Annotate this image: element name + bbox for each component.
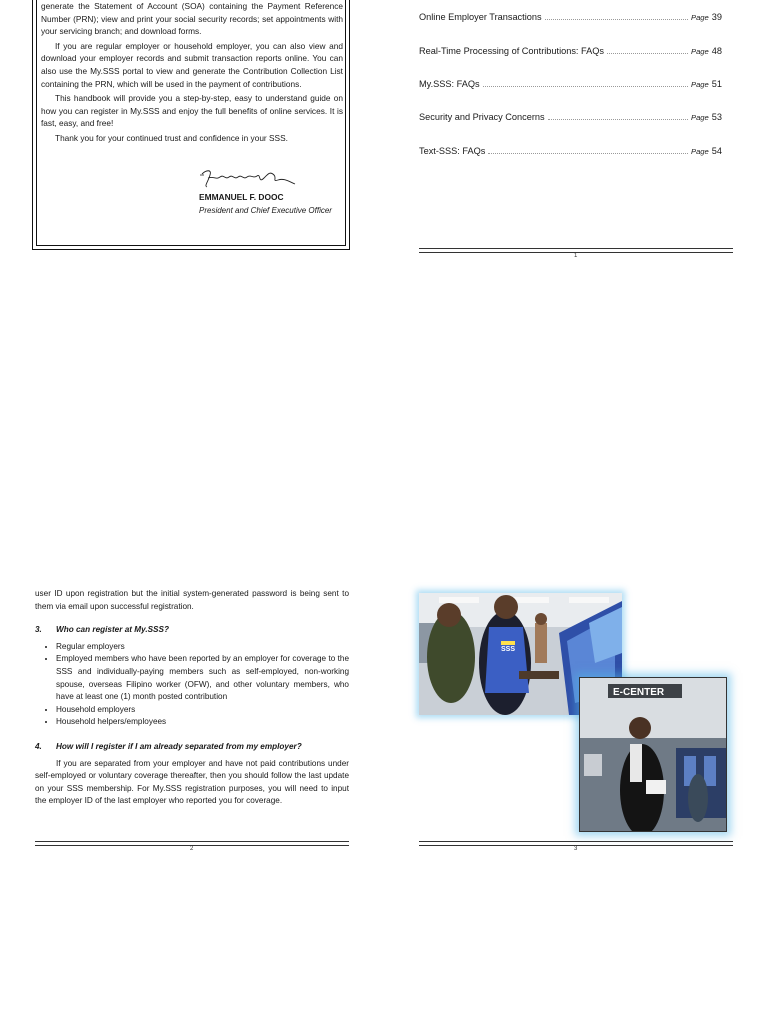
- page-number: 3: [574, 846, 578, 852]
- toc-entry-page: 48: [711, 46, 722, 56]
- toc-page-word: Page: [691, 80, 709, 89]
- list-item: • Household employers: [56, 704, 349, 717]
- letter-paragraph: Thank you for your continued trust and confidence in your SSS.: [55, 132, 288, 143]
- letter-paragraph: This handbook will provide you a step-by-step, easy to understand guide on how you can register in My.SSS and enjoy the full benefits of online services. It is fast, easy, and free!: [41, 93, 343, 129]
- question-number: 4.: [35, 741, 42, 751]
- question-text: Who can register at My.SSS?: [56, 625, 169, 635]
- toc-entry-page: 54: [711, 146, 722, 156]
- vest-label: SSS: [501, 646, 516, 653]
- toc-leader-dots: [545, 11, 688, 20]
- toc-page-word: Page: [691, 47, 709, 56]
- toc-page-word: Page: [691, 147, 709, 156]
- faq-question-3: [35, 624, 349, 637]
- letter-paragraph: generate the Statement of Account (SOA) containing the Payment Reference Number (PRN); view and print your social security records; set appointments with your servicing branch; and download forms.: [41, 1, 343, 37]
- toc-entry[interactable]: [419, 45, 722, 59]
- signature-image: [198, 166, 298, 192]
- toc-entry-title: My.SSS: FAQs: [419, 79, 480, 89]
- toc-entry-title: Text-SSS: FAQs: [419, 146, 486, 156]
- page-number: 2: [190, 846, 194, 852]
- toc-entry[interactable]: [419, 145, 722, 159]
- toc-entry-title: Security and Privacy Concerns: [419, 112, 545, 122]
- list-item: • Employed members who have been reported by an employer for coverage to the SSS and individually-paying members such as self-employed, non-working spouse, overseas Filipino worker (OFW), and other voluntary members, who have at least one (1) month posted contribution: [56, 653, 349, 703]
- toc-entry[interactable]: [419, 78, 722, 92]
- faq-answer-4: If you are separated from your employer and have not paid contributions under self-employed or voluntary coverage thereafter, then you should follow the last update on your SSS membership. For My.SSS registration purposes, you will need to input the employer ID of the last employer who reported you for coverage.: [35, 758, 349, 806]
- signatory-title: President and Chief Executive Officer: [199, 206, 332, 215]
- list-item: • Household helpers/employees: [56, 716, 349, 729]
- list-item: • Regular employers: [56, 641, 349, 654]
- toc-leader-dots: [548, 111, 688, 120]
- faq-question-4: [35, 741, 349, 754]
- letter-paragraph: If you are regular employer or household employer, you can also view and download your employer records and submit transaction reports online. You can also use the My.SSS portal to view and generate the Contribution Collection List containing the PRN, which will be used in the payment of contributions.: [41, 40, 343, 89]
- faq-intro-text: user ID upon registration but the initial system-generated password is being sent to them via email upon successful registration.: [35, 589, 349, 611]
- toc-entry[interactable]: [419, 11, 722, 25]
- question-number: 3.: [35, 625, 42, 635]
- question-text: How will I register if I am already separated from my employer?: [56, 741, 302, 751]
- toc-page-word: Page: [691, 13, 709, 22]
- toc-leader-dots: [488, 145, 688, 154]
- e-center-sign: E-CENTER: [613, 687, 665, 698]
- page-number: 1: [574, 253, 578, 259]
- photo-e-center: [579, 677, 727, 832]
- toc-entry[interactable]: [419, 111, 722, 125]
- faq-section: [35, 588, 349, 808]
- toc-entry-title: Online Employer Transactions: [419, 12, 542, 22]
- toc-page-word: Page: [691, 113, 709, 122]
- toc-entry-page: 51: [711, 79, 722, 89]
- toc-entry-page: 53: [711, 112, 722, 122]
- letter-body: [41, 0, 343, 147]
- toc-leader-dots: [607, 45, 688, 54]
- signatory-name: EMMANUEL F. DOOC: [199, 192, 284, 202]
- toc-leader-dots: [483, 78, 688, 87]
- eligibility-list: [35, 641, 349, 729]
- e-center-photo-illustration: [580, 678, 726, 831]
- toc-entry-title: Real-Time Processing of Contributions: FAQs: [419, 46, 605, 56]
- toc-entry-page: 39: [711, 12, 722, 22]
